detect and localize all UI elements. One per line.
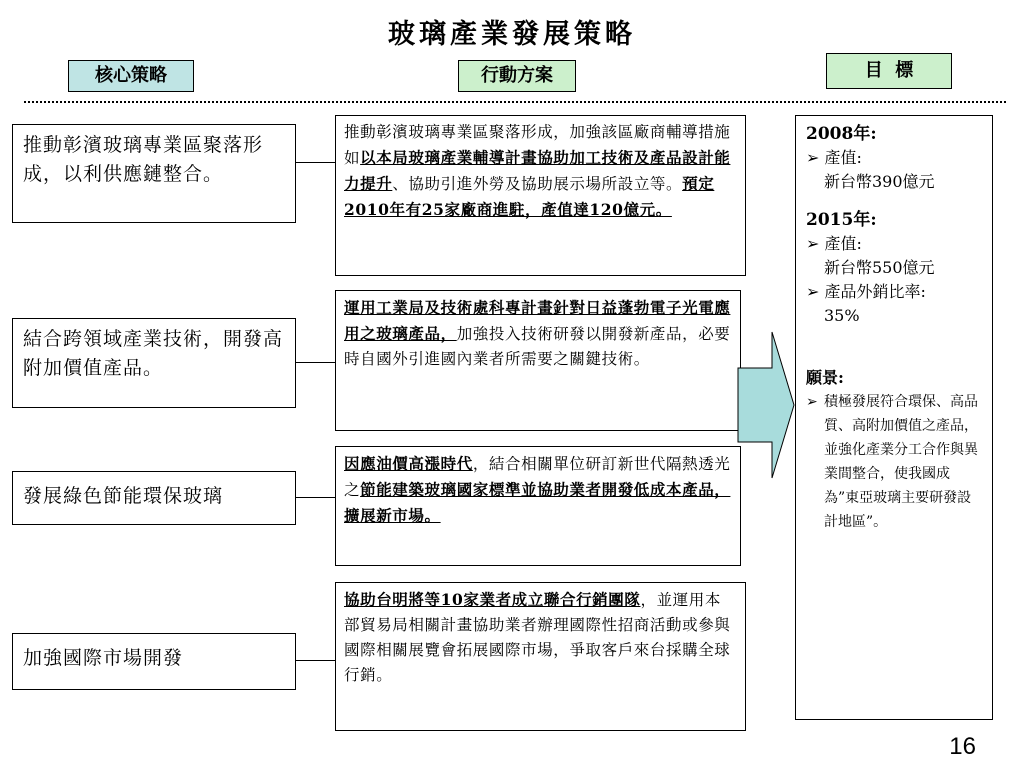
strategy-box-2: 結合跨領域產業技術，開發高附加價值產品。 [12,318,296,408]
vision-label: 願景: [806,368,844,387]
action-box-3 [335,446,741,566]
action-3-text-3: 節能建築玻璃國家標準並協助業者開發低成本產品，擴展新市場。 [344,480,731,525]
goal-2008-item [806,146,982,170]
connector-line-3 [296,497,336,498]
connector-line-1 [296,162,336,163]
bullet-icon: ➢ [806,394,818,410]
goal-2015-item-2-value: 35% [824,306,860,325]
goal-2015-item-1 [806,232,982,256]
right-arrow-icon [736,330,796,480]
goal-2008-item-label: 產值: [824,148,862,167]
dotted-divider [24,101,1006,103]
action-4-text-2: ，並運用本部貿易局相關計畫協助業者辦理國際性招商活動或參與國際相關展覽會拓展國際市場，爭取客戶來台採購全球行銷。 [344,591,731,684]
action-1-text-2: 以本局玻璃產業輔導計畫協助加工技術及產品設計能力提升 [344,148,731,193]
action-plan-header: 行動方案 [458,60,576,92]
goal-box [795,115,993,720]
page-number: 16 [949,733,976,760]
bullet-icon: ➢ [806,148,820,167]
action-1-text-4: 預定2010年有25家廠商進駐，產值達120億元。 [344,174,715,219]
page-title: 玻璃產業發展策略 [388,19,636,50]
connector-line-4 [296,660,336,661]
goal-2015-item-2 [806,280,982,304]
goal-2015-item-2-label: 產品外銷比率: [824,282,926,301]
strategy-box-4: 加強國際市場開發 [12,633,296,690]
action-2-text-2: 加強投入技術研發以開發新產品，必要時自國外引進國內業者所需要之關鍵技術。 [344,325,731,368]
bullet-icon: ➢ [806,282,820,301]
bullet-icon: ➢ [806,234,820,253]
vision-item [806,390,982,534]
action-box-4 [335,582,746,731]
action-3-text-1: 因應油價高漲時代 [344,454,473,473]
goal-2015-label: 2015年: [806,210,877,230]
action-box-1 [335,115,746,276]
action-1-text-1: 推動彰濱玻璃專業區聚落形成，加強該區廠商輔導措施如 [344,123,731,167]
action-3-text-2: ，結合相關單位研訂新世代隔熱透光之 [344,455,731,499]
goal-2015-item-1-value: 新台幣550億元 [824,258,935,277]
action-2-text-1: 運用工業局及技術處科專計畫針對日益蓬勃電子光電應用之玻璃產品， [344,298,731,343]
goal-2008-item-value: 新台幣390億元 [824,172,935,191]
action-4-text-1: 協助台明將等10家業者成立聯合行銷團隊 [344,590,641,609]
vision-text: 積極發展符合環保、高品質、高附加價值之產品，並強化產業分工合作與異業間整合，使我國成為”東亞玻璃主要研發設計地區”。 [824,394,978,530]
core-strategy-header: 核心策略 [68,60,194,92]
action-box-2 [335,290,741,431]
action-1-text-3: 、協助引進外勞及協助展示場所設立等。 [392,175,683,193]
goal-2015-item-1-label: 產值: [824,234,862,253]
strategy-box-3: 發展綠色節能環保玻璃 [12,471,296,525]
connector-line-2 [296,362,336,363]
strategy-box-1: 推動彰濱玻璃專業區聚落形成，以利供應鏈整合。 [12,124,296,223]
goal-header: 目 標 [826,53,952,89]
goal-2008-label: 2008年: [806,124,877,144]
